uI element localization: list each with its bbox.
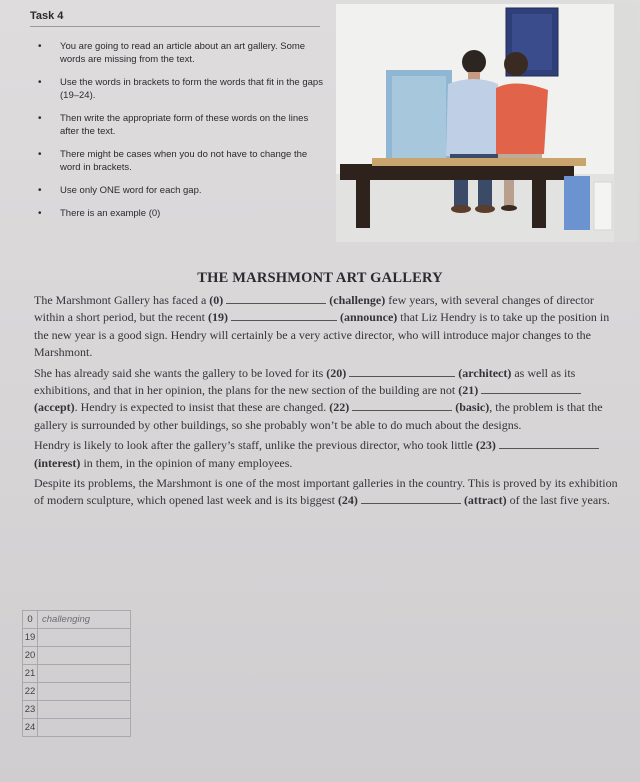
paragraph-4 [34,475,624,510]
task-title: Task 4 [30,10,64,22]
gap-number-19: (19) [207,310,228,325]
title-divider [30,26,320,27]
answer-number: 0 [23,611,38,629]
text-run: in them, in the opinion of many employees. [80,455,293,470]
gap-line-20 [349,365,455,377]
answer-row [23,611,131,629]
cue-word-21: (accept) [34,400,75,415]
answer-row [23,647,131,665]
article-title: THE MARSHMONT ART GALLERY [197,270,443,286]
gap-number-0: (0) [209,293,224,307]
gap-number-24: (24) [337,493,358,508]
gap-line-24 [361,492,461,504]
article-text [34,292,624,513]
text-run: of the last five years. [506,493,610,508]
text-run: Despite its problems, the Marshmont is one of the most important galleries in the country. This is proved by its exhibition of modern sculpture, which opened last week and is its biggest [34,476,618,508]
answer-field[interactable] [38,701,131,719]
answer-field[interactable]: challenging [38,611,131,629]
text-run: that Liz Hendry is to take up the position in the new year is a good sign. Hendry will certainly be a very active director, who will introduce major changes to the Marshmont. [34,310,610,360]
answer-number: 20 [23,647,38,665]
answer-field[interactable] [38,683,131,701]
answer-row [23,629,131,647]
paragraph-1 [34,292,624,362]
cue-word-20: (architect) [458,365,512,380]
text-run: , the problem is that the gallery is surrounded by other buildings, so she probably won’t be able to do much about the designs. [34,400,603,432]
gap-number-21: (21) [458,383,479,398]
answer-number: 23 [23,701,38,719]
cue-word-24: (attract) [463,493,507,508]
gap-line-19 [231,309,337,321]
paragraph-3 [34,437,624,472]
answer-number: 22 [23,683,38,701]
cue-word-0: (challenge) [329,293,386,307]
answer-number: 19 [23,629,38,647]
cue-word-19: (announce) [339,310,398,325]
text-run: Hendry is likely to look after the gallery’s staff, unlike the previous director, who took little [34,438,476,453]
gallery-photo [336,4,638,242]
answer-field[interactable] [38,629,131,647]
instruction-item: • You are going to read an article about an art gallery. Some words are missing from the text. [34,40,324,66]
answer-field[interactable] [38,647,131,665]
instruction-item: • There is an example (0) [34,207,324,220]
gap-number-22: (22) [329,400,350,415]
instruction-item: • Use only ONE word for each gap. [34,184,324,197]
answer-row [23,683,131,701]
gap-number-23: (23) [475,438,496,453]
instruction-list [34,40,324,230]
gap-line-0 [226,292,326,304]
instruction-item: • Use the words in brackets to form the words that fit in the gaps (19–24). [34,76,324,102]
answer-row [23,701,131,719]
gap-line-21 [481,382,581,394]
paragraph-2 [34,365,624,435]
gap-line-23 [499,437,599,449]
answer-number: 24 [23,719,38,737]
instruction-item: • Then write the appropriate form of these words on the lines after the text. [34,112,324,138]
text-run: She has already said she wants the gallery to be loved for its [34,365,327,380]
text-run: The Marshmont Gallery has faced a [34,293,210,307]
answer-row [23,665,131,683]
answer-table [22,610,131,737]
text-run: as well as its exhibitions, and that in her opinion, the plans for the new section of the building are not [34,365,576,398]
instruction-item: • There might be cases when you do not have to change the word in brackets. [34,148,324,174]
cue-word-23: (interest) [34,455,81,470]
gap-line-22 [352,399,452,411]
answer-number: 21 [23,665,38,683]
answer-field[interactable] [38,665,131,683]
gap-number-20: (20) [326,365,347,380]
cue-word-22: (basic) [455,400,490,415]
answer-row [23,719,131,737]
text-run: . Hendry is expected to insist that these are changed. [74,400,330,415]
text-run: few years, with several changes of director within a short period, but the recent [34,293,594,325]
answer-field[interactable] [38,719,131,737]
